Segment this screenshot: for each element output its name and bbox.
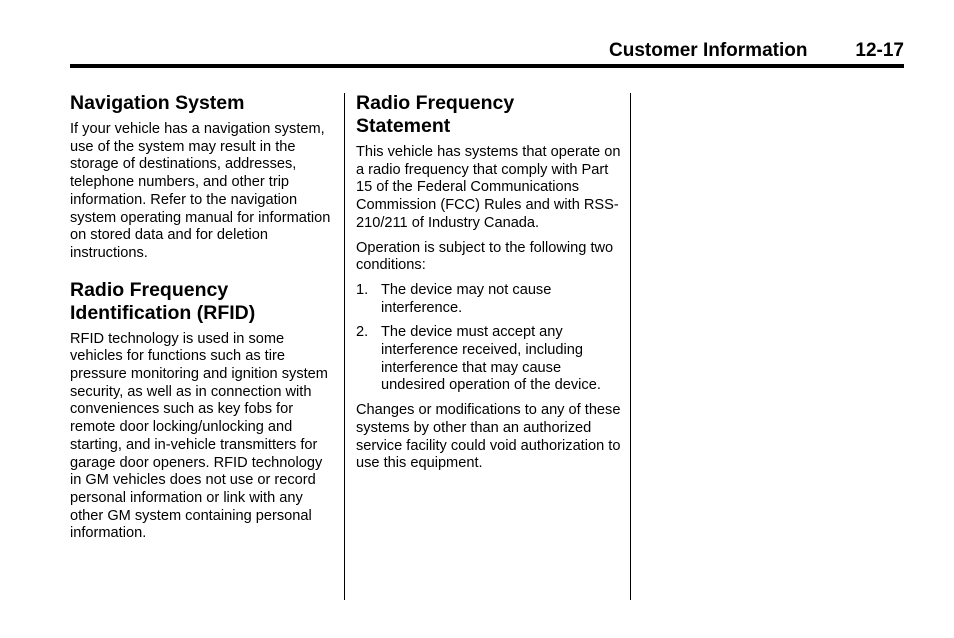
navigation-system-heading: Navigation System bbox=[70, 92, 245, 114]
list-item-number: 1. bbox=[356, 281, 369, 298]
rf-heading-line-2: Statement bbox=[356, 115, 451, 137]
navigation-system-paragraph: If your vehicle has a navigation system, use of the system may result in the storage of destinations, addresses, telephone numbers, and other trip information. Refer to the navigation system operating manual for information on stored data and for deletion instructions. bbox=[70, 121, 331, 261]
header-page-number: 12-17 bbox=[855, 40, 904, 61]
list-item-text: The device may not cause interference. bbox=[381, 281, 552, 316]
list-item-number: 2. bbox=[356, 324, 369, 341]
column-left bbox=[70, 92, 332, 543]
column-divider-left bbox=[344, 93, 345, 600]
rfid-heading-line-1: Radio Frequency bbox=[70, 278, 229, 301]
rfid-paragraph: RFID technology is used in some vehicles for functions such as tire pressure monitoring and ignition system security, as well as in connection with conveniences such as key fobs for remote door locking/unlocking and starting, and in-vehicle transmitters for garage door openers. RFID technology in GM vehicles does not use or record personal information or link with any other GM system containing personal information. bbox=[70, 330, 328, 542]
radio-frequency-paragraph: This vehicle has systems that operate on a radio frequency that comply with Part 15 of the Federal Communications Commission (FCC) Rules and with RSS-210/211 of Industry Canada. bbox=[356, 144, 621, 231]
list-item bbox=[356, 282, 622, 317]
page-header bbox=[70, 38, 904, 68]
operation-conditions-intro: Operation is subject to the following two conditions: bbox=[356, 239, 614, 274]
header-section-title: Customer Information bbox=[609, 40, 808, 61]
column-divider-right bbox=[630, 93, 631, 600]
list-item-text: The device must accept any interference received, including interference that may cause undesired operation of the device. bbox=[381, 324, 601, 394]
rfid-heading-line-2: Identification (RFID) bbox=[70, 301, 256, 324]
rf-heading-line-1: Radio Frequency bbox=[356, 92, 515, 114]
column-middle bbox=[356, 92, 622, 473]
list-item bbox=[356, 324, 622, 395]
changes-paragraph: Changes or modifications to any of these systems by other than an authorized service facility could void authorization to use this equipment. bbox=[356, 402, 621, 472]
rfid-heading bbox=[70, 279, 332, 325]
conditions-list bbox=[356, 282, 622, 395]
radio-frequency-statement-heading bbox=[356, 92, 622, 138]
